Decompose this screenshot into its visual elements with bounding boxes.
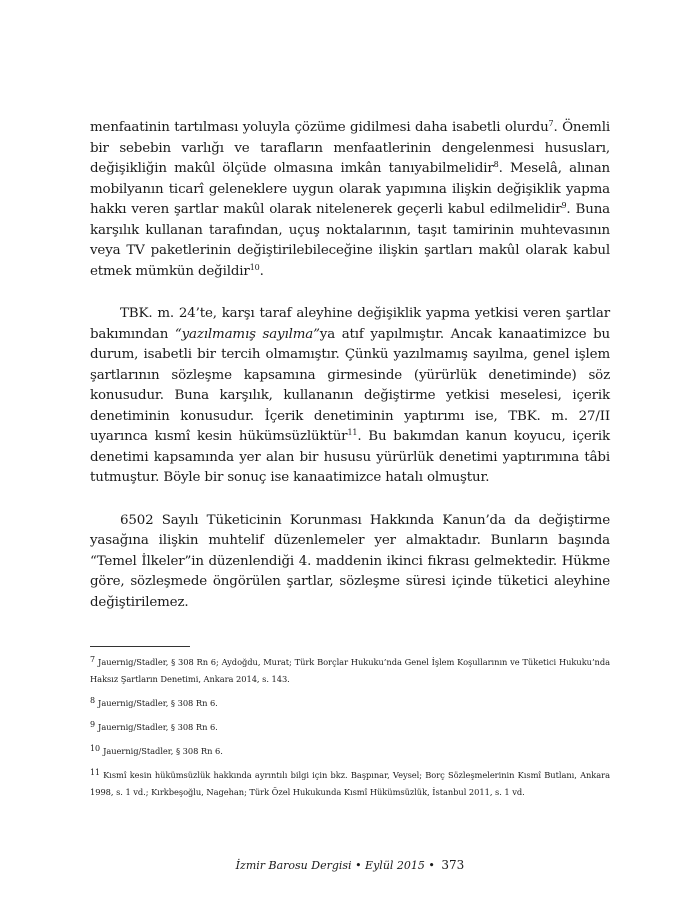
body-text bbox=[90, 118, 610, 635]
text-segment: TBK. m. 24’te, karşı taraf aleyhine değişiklik yapma yetkisi veren şartlar bakımından bbox=[90, 306, 610, 342]
paragraph bbox=[90, 118, 610, 282]
text-segment: ya atıf yapılmıştır. Ancak kanaatimizce bu durum, isabetli bir tercih olmamıştır. Çünkü yazılmamış sayılma, genel işlem şartlarının sözleşme kapsamına girmesinde (yürürlük denetiminde) söz konusudur. Buna karşılık, kullananın değiştirme yetkisi meselesi, içerik denetiminin konusudur. İçerik denetiminin yaptırımı ise, TBK. m. 27/II uyarınca kısmî kesin hükümsüzlüktür bbox=[90, 326, 610, 444]
footnote bbox=[90, 692, 610, 712]
footnote-text: Kısmî kesin hükümsüzlük hakkında ayrıntılı bilgi için bkz. Başpınar, Veysel; Borç Sözleşmelerinin Kısmî Butlanı, Ankara 1998, s. 1 vd.; Kırkbeşoğlu, Nagehan; Türk Özel Hukukunda Kısmî Hükümsüzlük, İstanbul 2011, s. 1 vd. bbox=[90, 770, 610, 797]
page-footer bbox=[0, 858, 700, 872]
footnotes bbox=[90, 651, 610, 805]
paragraph bbox=[90, 511, 610, 614]
footnote-text: Jauernig/Stadler, § 308 Rn 6. bbox=[98, 722, 218, 732]
footnote bbox=[90, 651, 610, 688]
paragraph bbox=[90, 304, 610, 489]
footnote bbox=[90, 740, 610, 760]
footnote-text: Jauernig/Stadler, § 308 Rn 6; Aydoğdu, Murat; Türk Borçlar Hukuku’nda Genel İşlem Koşullarının ve Tüketici Hukuku’nda Haksız Şartların Denetimi, Ankara 2014, s. 143. bbox=[90, 657, 610, 684]
footnote-text: Jauernig/Stadler, § 308 Rn 6. bbox=[98, 698, 218, 708]
footnote-ref[interactable]: 8 bbox=[493, 160, 499, 169]
footnote-ref[interactable]: 7 bbox=[548, 119, 554, 128]
footnote bbox=[90, 764, 610, 801]
text-segment: menfaatinin tartılması yoluyla çözüme gidilmesi daha isabetli olurdu bbox=[90, 120, 549, 135]
text-segment: . Buna karşılık kullanan tarafından, uçuş noktalarının, taşıt tamirinin muhtevasının veya TV paketlerinin değiştirilebileceğine ilişkin şartları makûl olarak kabul etmek mümkün değildir bbox=[90, 202, 610, 279]
italic-text: “yazılmamış sayılma” bbox=[174, 326, 320, 342]
footnote-ref[interactable]: 11 bbox=[347, 428, 358, 437]
journal-name: İzmir Barosu Dergisi • Eylül 2015 • bbox=[235, 859, 435, 872]
footnote-number: 7 bbox=[90, 655, 96, 664]
footnote-ref[interactable]: 10 bbox=[249, 262, 260, 272]
footnote-number: 9 bbox=[90, 720, 96, 729]
footnote bbox=[90, 716, 610, 736]
text-segment: . Bu bakımdan kanun koyucu, içerik denetimi kapsamında yer alan bir hususu yürürlük denetimi yaptırımına tâbi tutmuştur. Böyle bir sonuç ise kanaatimizce hatalı olmuştur. bbox=[90, 429, 611, 485]
footnote-divider bbox=[90, 646, 190, 647]
footnote-number: 8 bbox=[90, 696, 96, 705]
text-segment: . bbox=[259, 263, 264, 279]
text-segment: 6502 Sayılı Tüketicinin Korunması Hakkında Kanun’da da değiştirme yasağına ilişkin muhtelif düzenlemeler yer almaktadır. Bunların başında “Temel İlkeler”in düzenlendiği 4. maddenin ikinci fıkrası gelmektedir. Hükme göre, sözleşmede öngörülen şartlar, sözleşme süresi içinde tüketici aleyhine değiştirilemez. bbox=[90, 512, 610, 610]
footnote-ref[interactable]: 9 bbox=[561, 201, 567, 210]
text-segment: . Önemli bir sebebin varlığı ve tarafların menfaatlerinin dengelenmesi hususları, değişikliğin makûl ölçüde olmasına imkân tanıyabilmelidir bbox=[90, 120, 610, 176]
text-segment: . Meselâ, alınan mobilyanın ticarî geleneklere uygun olarak yapımına ilişkin değişiklik yapma hakkı veren şartlar makûl olarak nitelenerek geçerli kabul edilmelidir bbox=[90, 161, 610, 217]
page-number: 373 bbox=[441, 858, 465, 872]
footnote-number: 10 bbox=[90, 744, 101, 753]
footnote-number: 11 bbox=[90, 768, 101, 777]
footnote-text: Jauernig/Stadler, § 308 Rn 6. bbox=[103, 746, 223, 756]
